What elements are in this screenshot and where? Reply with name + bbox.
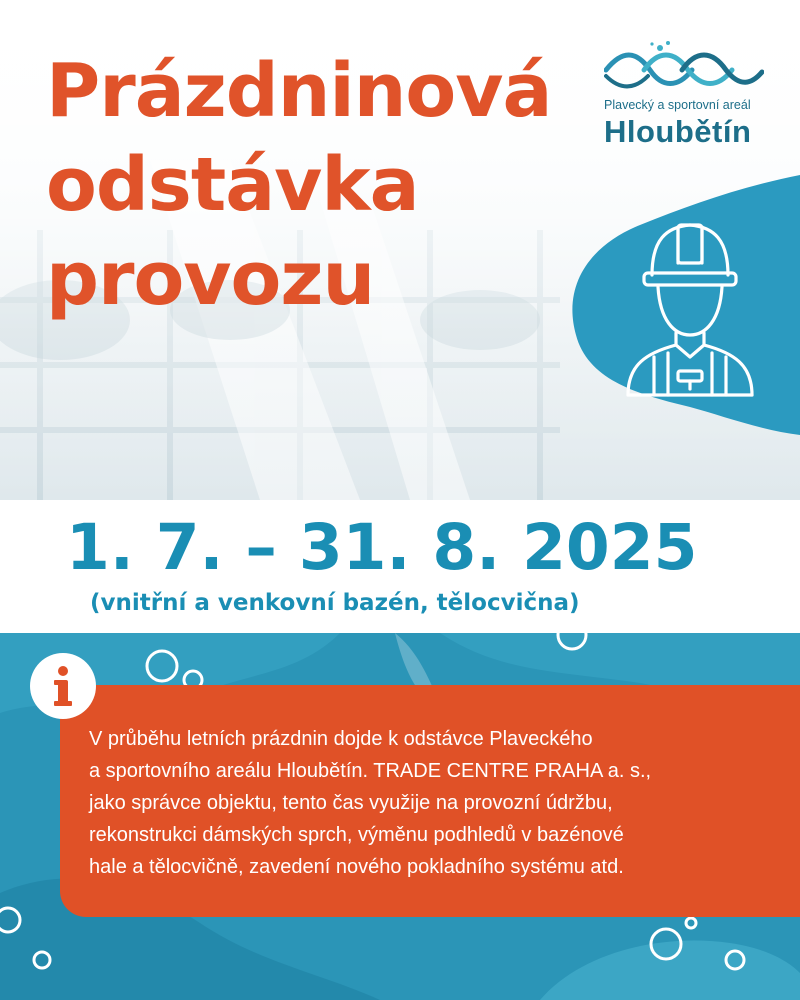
info-line-3: jako správce objektu, tento čas využije na provozní údržbu, [89, 792, 613, 814]
date-range: 1. 7. – 31. 8. 2025 [66, 511, 698, 584]
worker-badge [570, 175, 800, 435]
logo-name: Hloubětín [604, 114, 752, 149]
info-line-4: rekonstrukci dámských sprch, výměnu podhledů v bazénové [89, 824, 624, 846]
wave-logo-icon [604, 40, 764, 96]
info-line-5: hale a tělocvičně, zavedení nového pokladního systému atd. [89, 856, 624, 878]
info-line-2: a sportovního areálu Hloubětín. TRADE CENTRE PRAHA a. s., [89, 760, 652, 782]
headline [46, 44, 551, 326]
headline-line-1: Prázdninová [46, 48, 552, 134]
info-icon-glyph [30, 653, 96, 719]
logo [598, 36, 778, 156]
info-line-1: V průběhu letních prázdnin dojde k odstávce Plaveckého [89, 728, 593, 750]
headline-line-3: provozu [46, 236, 375, 322]
headline-line-2: odstávka [46, 142, 419, 228]
logo-subtitle: Plavecký a sportovní areál [604, 98, 751, 112]
date-scope: (vnitřní a venkovní bazén, tělocvična) [90, 590, 580, 616]
info-text [89, 723, 651, 883]
info-icon [30, 653, 96, 719]
